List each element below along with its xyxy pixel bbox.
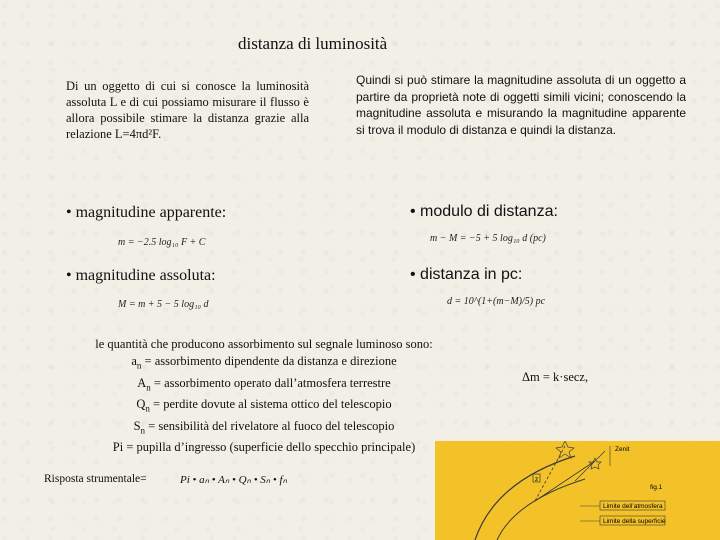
atmosphere-limit-curve [475, 456, 575, 540]
absorption-description: = perdite dovute al sistema ottico del telescopio [149, 397, 392, 411]
formula-distance-modulus: m − M = −5 + 5 log₁₀ d (pc) [430, 233, 546, 244]
bullet-absolute-magnitude: • magnitudine assoluta: [66, 267, 216, 284]
absorption-symbol: a [131, 354, 137, 368]
figure-number: fig.1 [650, 484, 663, 491]
magnitude-paragraph: Quindi si può stimare la magnitudine assoluta di un oggetto a partire da proprietà note di oggetti simili vicini; conoscendo la magnitudine assoluta e misurando la magnitudine apparente si trova il modulo di distanza e quindi la distanza. [356, 73, 686, 137]
airmass-formula: Δm = k·secz, [522, 370, 589, 384]
zenith-arrow [575, 451, 605, 481]
instrumental-response-formula: Pi • aₙ • Aₙ • Qₙ • Sₙ • fₙ [180, 474, 287, 486]
star-ray-line [535, 461, 595, 501]
formula-distance-pc: d = 10^(1+(m−M)/5) pc [447, 296, 546, 307]
star-icon [556, 441, 574, 458]
formula-apparent-magnitude: m = −2.5 log₁₀ F + C [118, 237, 206, 248]
formula-absolute-magnitude: M = m + 5 − 5 log₁₀ d [118, 299, 209, 310]
zenith-label: Zenit [615, 446, 630, 453]
absorption-description: = pupilla d’ingresso (superficie dello specchio principale) [123, 440, 416, 454]
absorption-subscript: n [140, 425, 146, 435]
earth-surface-curve [497, 479, 585, 540]
luminosity-paragraph: Di un oggetto di cui si conosce la luminosità assoluta L e di cui possiamo misurare il flusso è allora possibile stimare la distanza grazie alla relazione L=4πd²F. [66, 79, 309, 141]
absorption-item [60, 353, 468, 375]
atmosphere-label: Limite dell’atmosfera [603, 503, 663, 510]
earth-label: Limite della superficie [603, 518, 666, 525]
absorption-item [60, 418, 468, 440]
absorption-subscript: n [145, 403, 150, 414]
absorption-subscript: n [146, 382, 151, 392]
absorption-symbol: Q [136, 397, 146, 411]
absorption-item [60, 375, 468, 397]
instrumental-response-label: Risposta strumentale= [44, 473, 147, 485]
absorption-subscript: n [136, 360, 142, 371]
bullet-apparent-magnitude: • magnitudine apparente: [66, 204, 227, 221]
angle-label: z [535, 476, 539, 483]
absorption-description: = assorbimento operato dall’atmosfera terrestre [150, 375, 391, 390]
absorption-symbol: A [137, 375, 147, 390]
absorption-list [60, 336, 468, 461]
absorption-symbol: S [133, 418, 141, 433]
absorption-description: = assorbimento dipendente da distanza e direzione [141, 354, 397, 368]
bullet-distance-pc: • distanza in pc: [410, 266, 523, 283]
absorption-item [60, 396, 468, 418]
page-title: distanza di luminosità [238, 34, 388, 53]
star-icon-2 [589, 458, 601, 469]
absorption-item [60, 439, 468, 461]
absorption-symbol: Pi [112, 440, 124, 454]
atmosphere-figure [435, 441, 720, 540]
bullet-distance-modulus: • modulo di distanza: [410, 203, 558, 220]
absorption-description: = sensibilità del rivelatore al fuoco del telescopio [145, 418, 395, 433]
absorption-intro: le quantità che producono assorbimento sul segnale luminoso sono: [95, 337, 433, 351]
